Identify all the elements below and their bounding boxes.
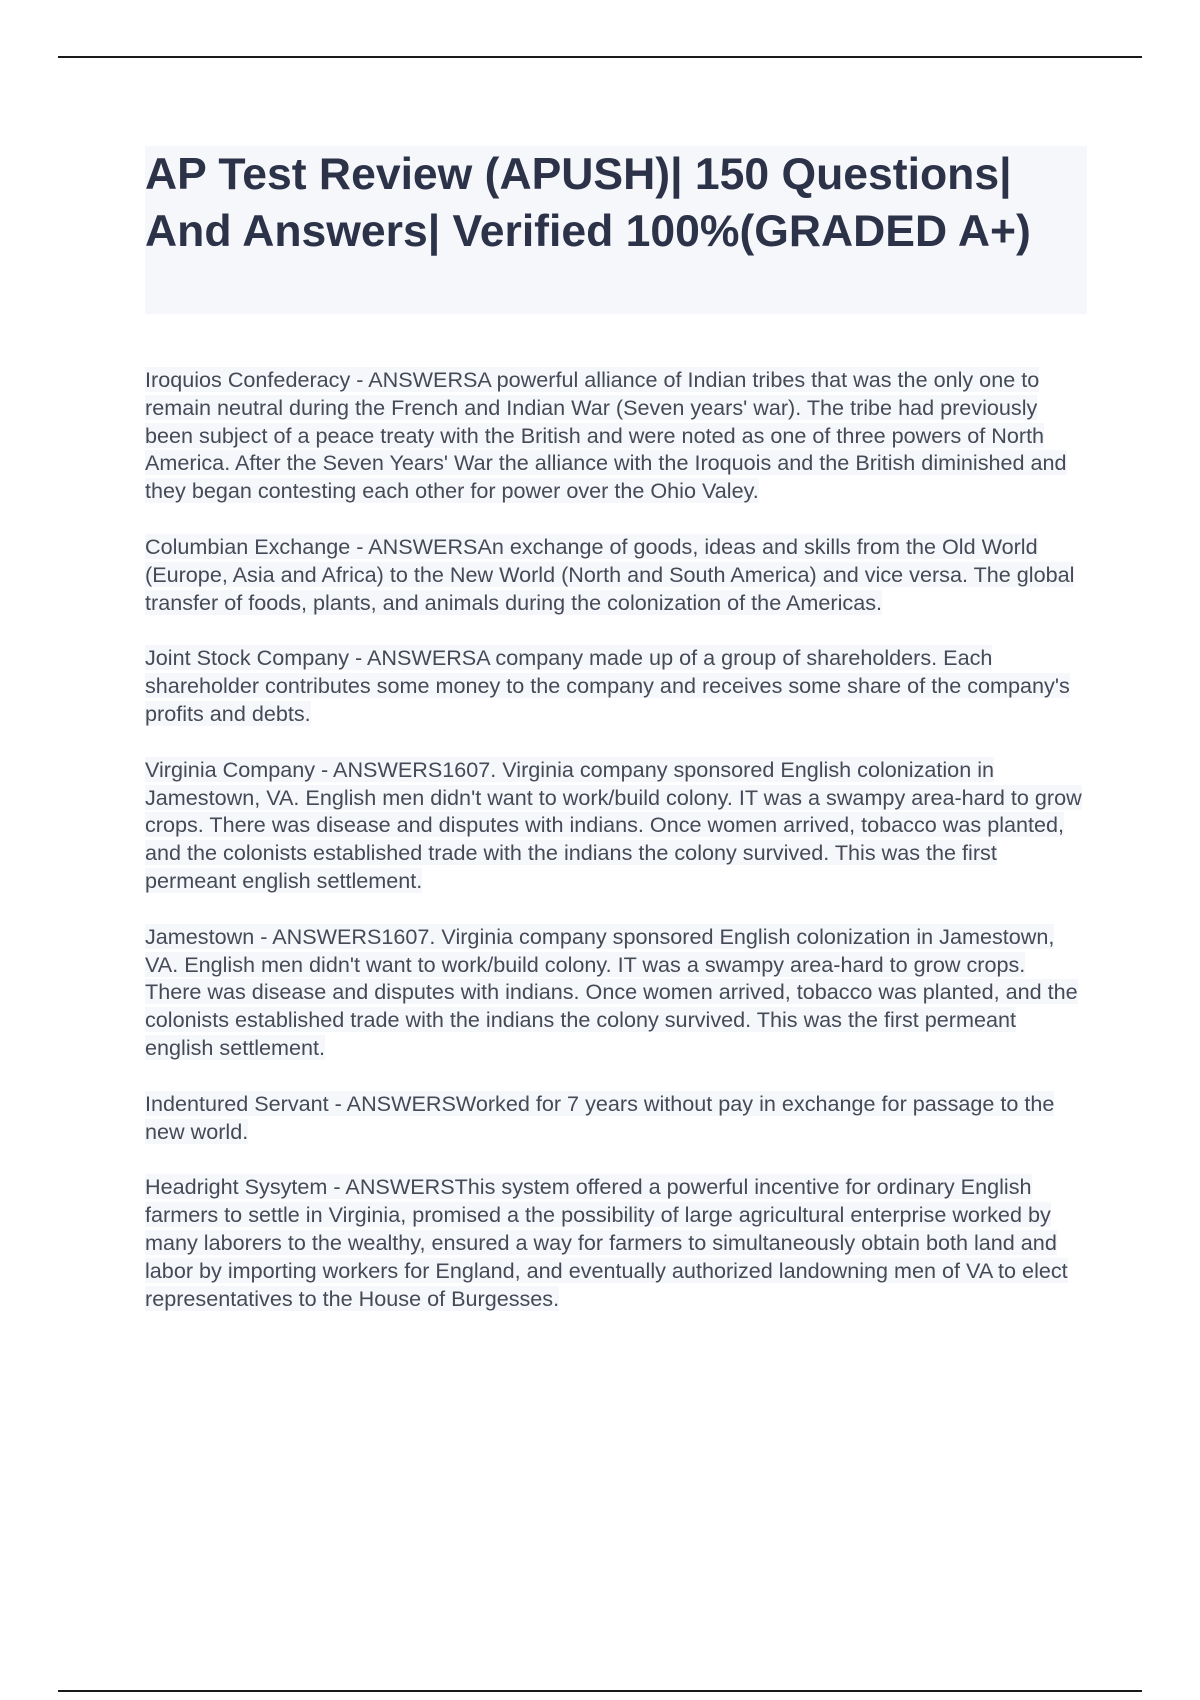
qa-entry-jamestown [145, 923, 1087, 1062]
qa-entry-text: Jamestown - ANSWERS1607. Virginia company sponsored English colonization in Jamestown, VA. English men didn't want to work/build colony. IT was a swampy area-hard to grow crops. There was disease and disputes with indians. Once women arrived, tobacco was planted, and the colonists established trade with the indians the colony survived. This was the first permeant english settlement. [145, 923, 1078, 1060]
qa-entry-joint-stock-company [145, 644, 1087, 727]
qa-entry-virginia-company [145, 756, 1087, 895]
title-block [145, 146, 1087, 314]
qa-entry-text: Iroquios Confederacy - ANSWERSA powerful alliance of Indian tribes that was the only one to remain neutral during the French and Indian War (Seven years' war). The tribe had previously been subject of a peace treaty with the British and were noted as one of three powers of North America. After the Seven Years' War the alliance with the Iroquois and the British diminished and they began contesting each other for power over the Ohio Valey. [145, 367, 1067, 504]
qa-entry-text: Indentured Servant - ANSWERSWorked for 7 years without pay in exchange for passage to the new world. [145, 1090, 1055, 1144]
qa-entry-text: Joint Stock Company - ANSWERSA company made up of a group of shareholders. Each shareholder contributes some money to the company and receives some share of the company's profits and debts. [145, 645, 1070, 726]
qa-entry-text: Virginia Company - ANSWERS1607. Virginia company sponsored English colonization in Jamestown, VA. English men didn't want to work/build colony. IT was a swampy area-hard to grow crops. There was disease and disputes with indians. Once women arrived, tobacco was planted, and the colonists established trade with the indians the colony survived. This was the first permeant english settlement. [145, 756, 1082, 893]
qa-entry-text: Headright Sysytem - ANSWERSThis system offered a powerful incentive for ordinary English farmers to settle in Virginia, promised a the possibility of large agricultural enterprise worked by many laborers to the wealthy, ensured a way for farmers to simultaneously obtain both land and labor by importing workers for England, and eventually authorized landowning men of VA to elect representatives to the House of Burgesses. [145, 1174, 1068, 1311]
qa-entry-text: Columbian Exchange - ANSWERSAn exchange of goods, ideas and skills from the Old World (Europe, Asia and Africa) to the New World (North and South America) and vice versa. The global transfer of foods, plants, and animals during the colonization of the Americas. [145, 533, 1075, 615]
qa-entry-indentured-servant [145, 1090, 1087, 1146]
qa-entry-headright-system [145, 1173, 1087, 1312]
page-title: AP Test Review (APUSH)| 150 Questions| And Answers| Verified 100%(GRADED A+) [145, 150, 1031, 256]
bottom-rule [58, 1690, 1142, 1692]
qa-entry-columbian-exchange [145, 533, 1087, 616]
qa-entry-iroquois [145, 366, 1087, 505]
top-rule [58, 56, 1142, 58]
qa-list [145, 366, 1087, 1340]
